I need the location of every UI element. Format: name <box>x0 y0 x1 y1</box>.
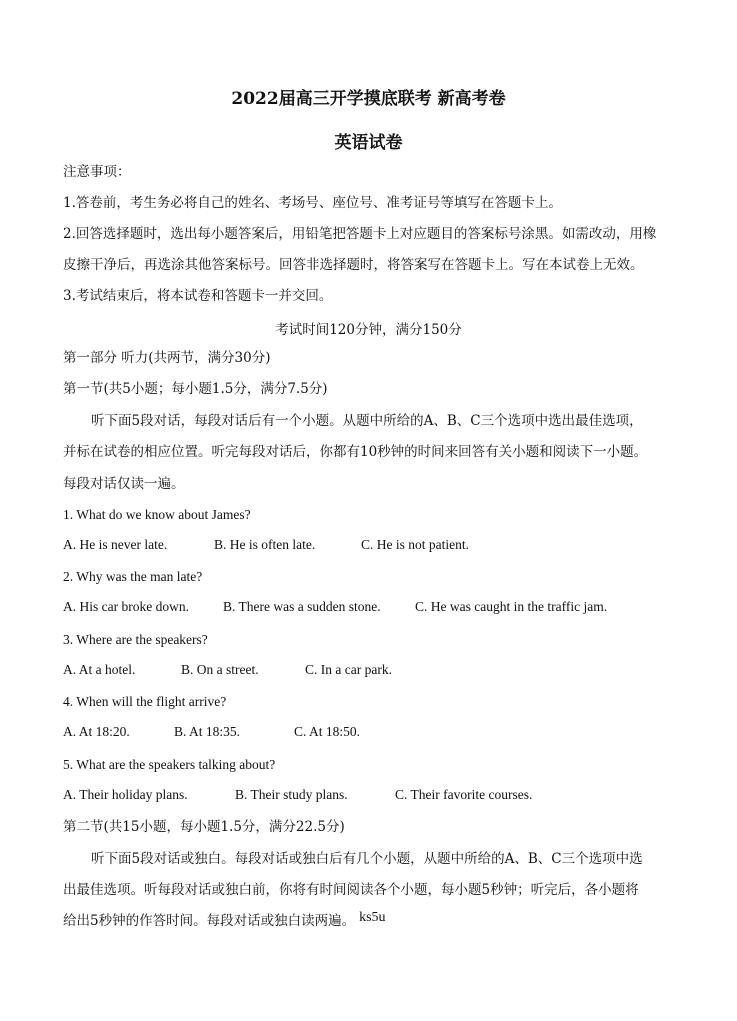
section1-instruction-line-2: 并标在试卷的相应位置。听完每段对话后，你都有10秒钟的时间来回答有关小题和阅读下一小题。 <box>63 444 648 460</box>
question-1: 1. What do we know about James? <box>63 507 251 522</box>
question-5-options <box>63 787 532 803</box>
question-2-option-a: A. His car broke down. <box>63 599 189 614</box>
question-3-options <box>63 662 392 678</box>
question-4-option-b: B. At 18:35. <box>174 724 241 739</box>
notice-heading: 注意事项： <box>63 164 131 180</box>
question-4-options <box>63 724 360 740</box>
question-2-option-b: B. There was a sudden stone. <box>223 599 381 614</box>
notice-item-1: 1.答卷前，考生务必将自己的姓名、考场号、座位号、准考证号等填写在答题卡上。 <box>63 195 562 211</box>
question-1-option-a: A. He is never late. <box>63 537 168 552</box>
section2-instruction-line-3-text: 给出5秒钟的作答时间。每段对话或独白读两遍。 <box>63 913 356 929</box>
exam-subtitle: 英语试卷 <box>334 133 403 153</box>
question-3-option-c: C. In a car park. <box>305 662 392 677</box>
notice-item-2-line-2: 皮擦干净后，再选涂其他答案标号。回答非选择题时，将答案写在答题卡上。写在本试卷上无效。 <box>63 257 644 273</box>
question-1-option-b: B. He is often late. <box>214 537 316 552</box>
question-3-option-b: B. On a street. <box>181 662 259 677</box>
exam-info: 考试时间120分钟，满分150分 <box>275 322 462 338</box>
notice-item-2-line-1: 2.回答选择题时，选出每小题答案后，用铅笔把答题卡上对应题目的答案标号涂黑。如需改动，用橡 <box>63 226 657 242</box>
watermark-text: ks5u <box>359 910 386 925</box>
question-1-option-c: C. He is not patient. <box>361 537 469 552</box>
question-4: 4. When will the flight arrive? <box>63 694 227 709</box>
question-5: 5. What are the speakers talking about? <box>63 757 276 772</box>
question-2-options <box>63 599 607 615</box>
question-5-option-b: B. Their study plans. <box>235 787 348 802</box>
notice-item-3: 3.考试结束后，将本试卷和答题卡一并交回。 <box>63 288 333 304</box>
section2-instruction-line-2: 出最佳选项。听每段对话或独白前，你将有时间阅读各个小题，每小题5秒钟；听完后，各小题将 <box>63 882 639 898</box>
question-5-option-c: C. Their favorite courses. <box>395 787 533 802</box>
part1-heading: 第一部分 听力(共两节，满分30分) <box>63 350 271 366</box>
question-3-option-a: A. At a hotel. <box>63 662 136 677</box>
section1-instruction-line-3: 每段对话仅读一遍。 <box>63 476 185 492</box>
section1-heading: 第一节(共5小题；每小题1.5分，满分7.5分) <box>63 381 328 397</box>
section2-instruction-line-1: 听下面5段对话或独白。每段对话或独白后有几个小题，从题中所给的A、B、C三个选项中选 <box>91 851 643 867</box>
question-2: 2. Why was the man late? <box>63 569 203 584</box>
exam-title: 2022届高三开学摸底联考 新高考卷 <box>231 89 506 109</box>
section2-instruction-line-3 <box>63 912 386 931</box>
section2-heading: 第二节(共15小题，每小题1.5分，满分22.5分) <box>63 819 345 835</box>
question-4-option-a: A. At 18:20. <box>63 724 130 739</box>
question-4-option-c: C. At 18:50. <box>294 724 361 739</box>
question-1-options <box>63 537 469 553</box>
question-3: 3. Where are the speakers? <box>63 632 208 647</box>
question-5-option-a: A. Their holiday plans. <box>63 787 188 802</box>
section1-instruction-line-1: 听下面5段对话，每段对话后有一个小题。从题中所给的A、B、C三个选项中选出最佳选项， <box>91 413 643 429</box>
question-2-option-c: C. He was caught in the traffic jam. <box>415 599 608 614</box>
